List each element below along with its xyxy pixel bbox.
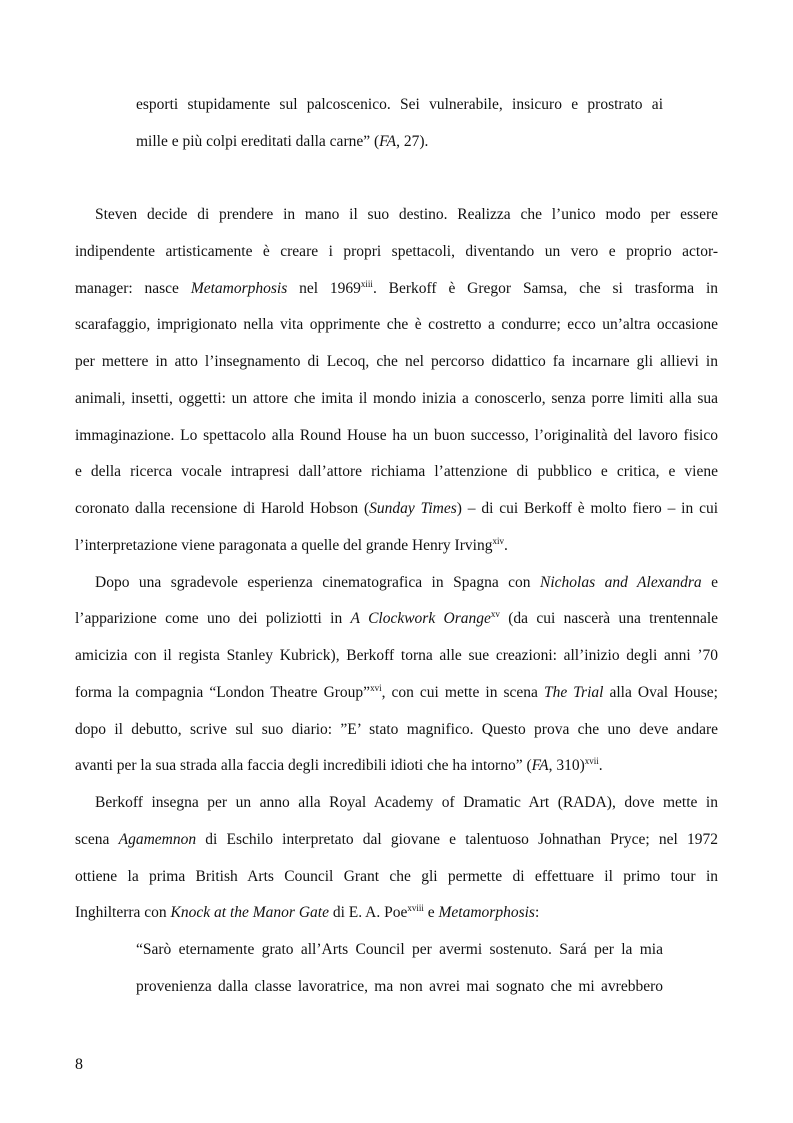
paragraph-line: coronato dalla recensione di Harold Hobson (Sunday Times) – di cui Berkoff è molto fiero – in cui [75,500,719,517]
paragraph-line: manager: nasce Metamorphosis nel 1969$^{xiii}$. Berkoff è Gregor Samsa, che si trasforma in [75,279,719,297]
paragraph-line: Berkoff insegna per un anno alla Royal Academy of Dramatic Art (RADA), dove mette in [95,794,718,811]
paragraph-line: forma la compagnia “London Theatre Group”$^{xvi}$, con cui mette in scena The Trial alla Oval House; [75,683,718,701]
paragraph-line: Dopo una sgradevole esperienza cinematografica in Spagna con Nicholas and Alexandra e [95,574,718,591]
footnote-ref: xvi [370,683,382,693]
quote-line: esporti stupidamente sul palcoscenico. Sei vulnerabile, insicuro e prostrato ai [136,96,663,113]
paragraph-line: animali, insetti, oggetti: un attore che imita il mondo inizia a conoscerlo, senza porre limiti alla sua [75,390,718,407]
quote-line: provenienza dalla classe lavoratrice, ma non avrei mai sognato che mi avrebbero [136,978,663,995]
paragraph-line: indipendente artisticamente è creare i propri spettacoli, diventando un vero e proprio actor- [75,243,718,260]
paragraph-line: immaginazione. Lo spettacolo alla Round House ha un buon successo, l’originalità del lavoro fisico [75,427,718,444]
quote-line: “Sarò eternamente grato all’Arts Council per avermi sostenuto. Sará per la mia [136,941,663,958]
quote-line: mille e più colpi ereditati dalla carne” (FA, 27). [136,133,429,150]
footnote-ref: xiv [492,536,504,546]
paragraph-line: e della ricerca vocale intrapresi dall’attore richiama l’attenzione di pubblico e critica, e viene [75,463,718,480]
footnote-ref: xviii [407,903,424,913]
paragraph-line: scena Agamemnon di Eschilo interpretato dal giovane e talentuoso Johnathan Pryce; nel 1972 [75,831,719,848]
paragraph-line: avanti per la sua strada alla faccia degli incredibili idioti che ha intorno” (FA, 310)$^{xvii}$. [75,756,603,774]
paragraph-line: amicizia con il regista Stanley Kubrick), Berkoff torna alle sue creazioni: all’inizio degli anni ’70 [75,647,718,664]
paragraph-line: l’interpretazione viene paragonata a quelle del grande Henry Irving$^{xiv}$. [75,536,508,554]
page-number: 8 [75,1056,83,1073]
footnote-ref: xvii [584,756,599,766]
footnote-ref: xv [490,609,500,619]
paragraph-line: l’apparizione come uno dei poliziotti in A Clockwork Orange$^{xv}$ (da cui nascerà una trentennale [75,609,719,627]
paragraph-line: scarafaggio, imprigionato nella vita opprimente che è costretto a condurre; ecco un’altra occasione [75,316,718,333]
paragraph-line: per mettere in atto l’insegnamento di Lecoq, che nel percorso didattico fa incarnare gli allievi in [75,353,718,370]
paragraph-line: Steven decide di prendere in mano il suo destino. Realizza che l’unico modo per essere [95,206,718,223]
footnote-ref: xiii [360,279,373,289]
paragraph-line: Inghilterra con Knock at the Manor Gate di E. A. Poe$^{xviii}$ e Metamorphosis: [75,903,540,921]
paragraph-line: ottiene la prima British Arts Council Grant che gli permette di effettuare il primo tour in [75,868,718,885]
paragraph-line: dopo il debutto, scrive sul suo diario: ”E’ stato magnifico. Questo prova che uno deve andare [75,721,718,738]
